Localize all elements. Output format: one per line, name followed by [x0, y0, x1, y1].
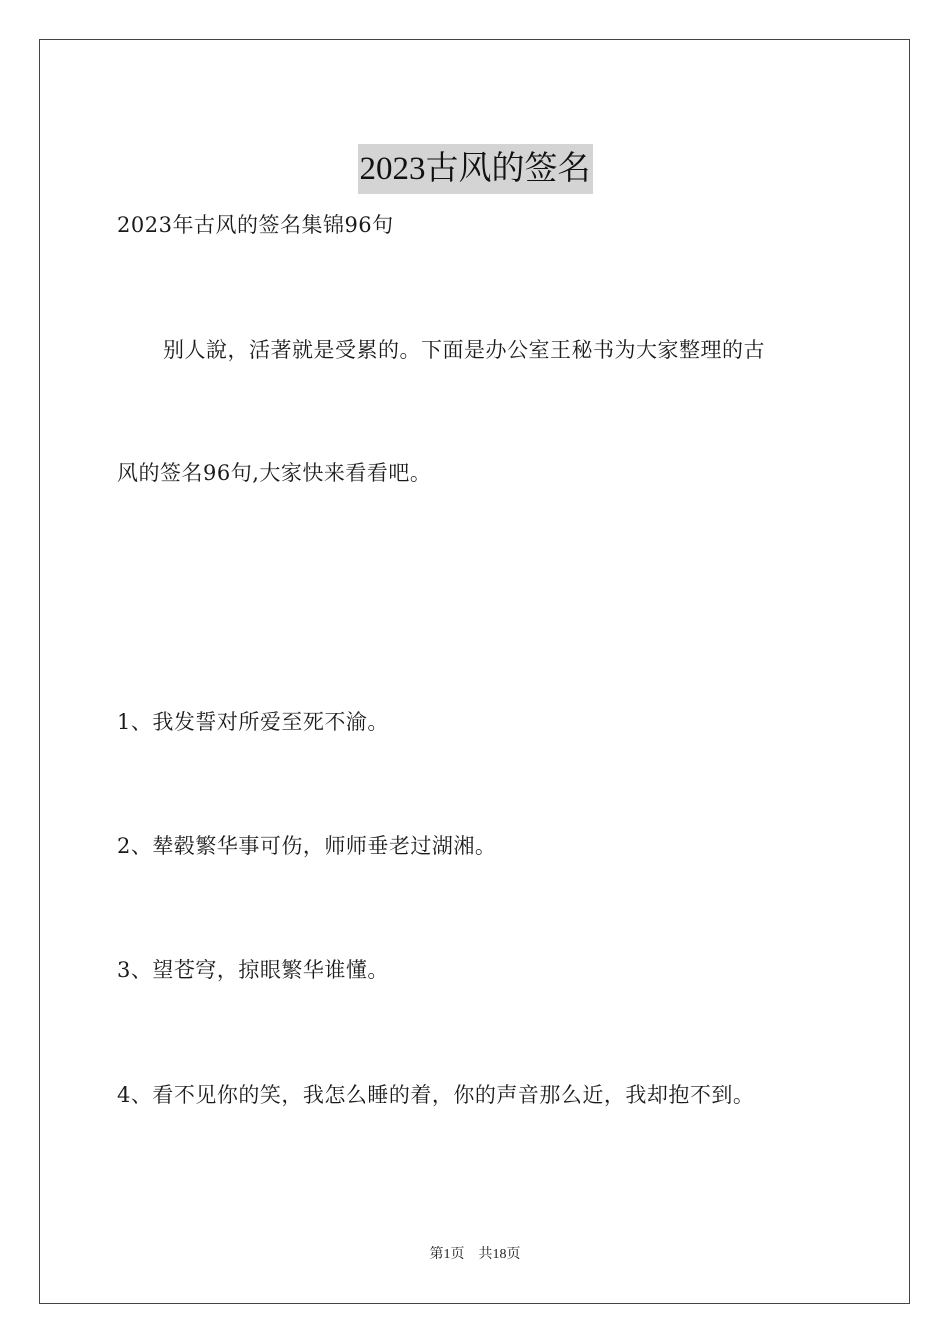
list-item: 3、望苍穹，掠眼繁华谁懂。 [117, 958, 389, 982]
document-subtitle: 2023年古风的签名集锦96句 [117, 213, 394, 237]
list-item: 2、辇毂繁华事可伤，师师垂老过湖湘。 [117, 834, 497, 858]
intro-paragraph-line-2: 风的签名96句,大家快来看看吧。 [117, 461, 432, 485]
list-item: 1、我发誓对所爱至死不渝。 [117, 710, 389, 734]
page-footer [0, 1245, 950, 1265]
intro-paragraph-line-1: 别人說，活著就是受累的。下面是办公室王秘书为大家整理的古 [163, 338, 765, 362]
document-title: 2023古风的签名 [358, 144, 593, 194]
list-item: 4、看不见你的笑，我怎么睡的着，你的声音那么近，我却抱不到。 [117, 1083, 755, 1107]
page-total: 共18页 [478, 1247, 521, 1262]
title-container [0, 122, 950, 216]
page-number: 第1页 [429, 1247, 465, 1262]
